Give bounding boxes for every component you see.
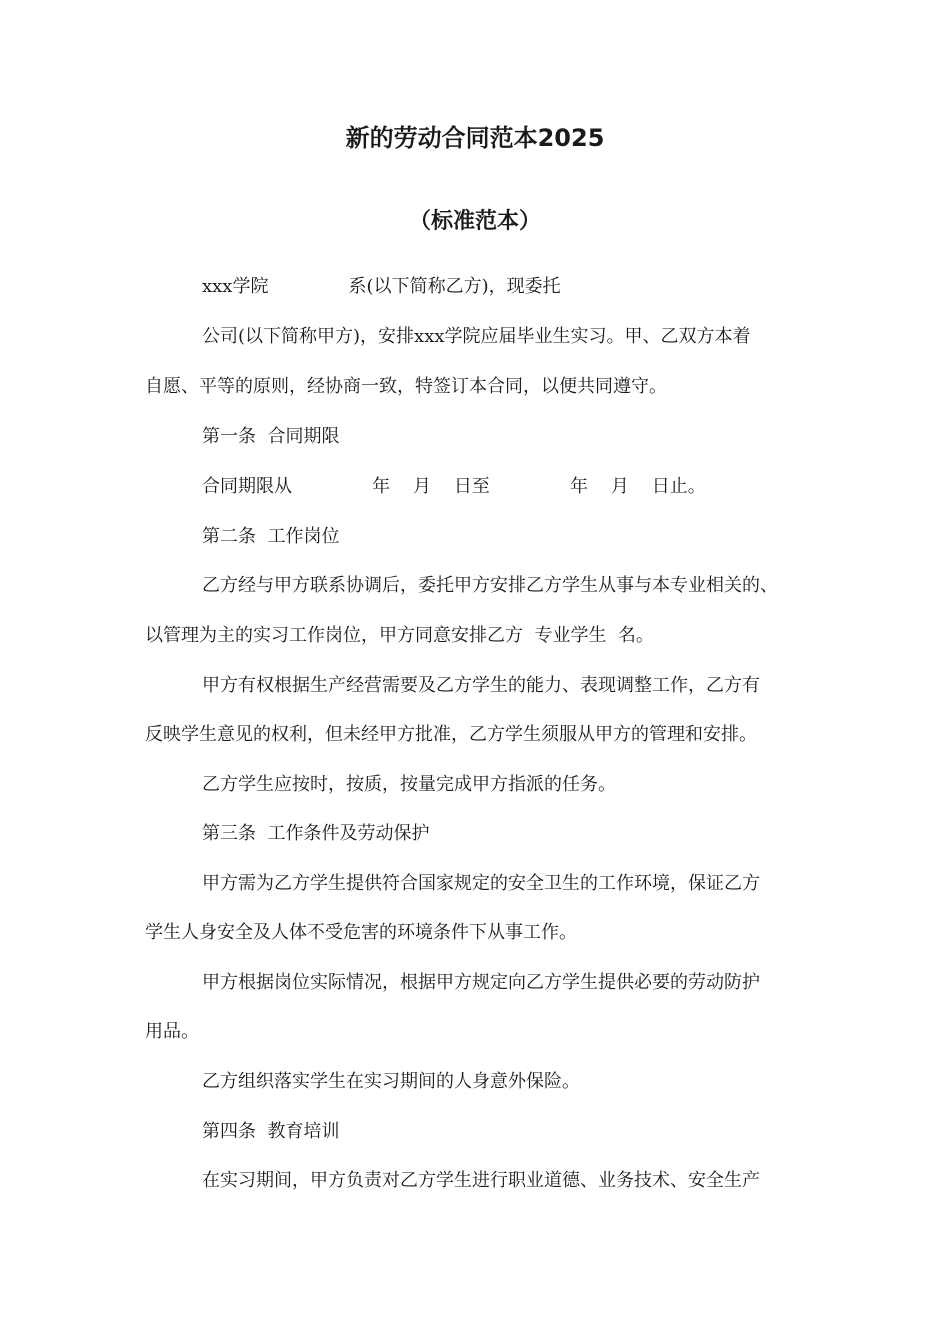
document-title: 新的劳动合同范本2025 (345, 124, 605, 152)
article-heading: 第四条 教育培训 (202, 1121, 340, 1142)
paragraph-line: 学生人身安全及人体不受危害的环境条件下从事工作。 (145, 922, 577, 943)
paragraph-line: 乙方学生应按时，按质，按量完成甲方指派的任务。 (202, 774, 616, 795)
paragraph-line: 反映学生意见的权利，但未经甲方批准，乙方学生须服从甲方的管理和安排。 (145, 724, 757, 745)
article-heading: 第三条 工作条件及劳动保护 (202, 823, 430, 844)
paragraph-line: 以管理为主的实习工作岗位，甲方同意安排乙方 专业学生 名。 (145, 625, 654, 646)
paragraph-line: 自愿、平等的原则，经协商一致，特签订本合同，以便共同遵守。 (145, 376, 667, 397)
paragraph-line: xxx学院 系(以下简称乙方)，现委托 (202, 276, 561, 297)
paragraph-line: 甲方有权根据生产经营需要及乙方学生的能力、表现调整工作，乙方有 (202, 675, 760, 696)
paragraph-line: 在实习期间，甲方负责对乙方学生进行职业道德、业务技术、安全生产 (202, 1170, 760, 1191)
document-subtitle: （标准范本） (408, 209, 541, 234)
paragraph-line: 公司(以下简称甲方)，安排xxx学院应届毕业生实习。甲、乙双方本着 (202, 326, 751, 347)
paragraph-line: 甲方需为乙方学生提供符合国家规定的安全卫生的工作环境，保证乙方 (202, 873, 760, 894)
paragraph-line: 乙方经与甲方联系协调后，委托甲方安排乙方学生从事与本专业相关的、 (202, 575, 778, 596)
article-heading: 第二条 工作岗位 (202, 526, 340, 547)
article-heading: 第一条 合同期限 (202, 426, 340, 447)
paragraph-line: 合同期限从 年 月 日至 年 月 日止。 (202, 476, 706, 497)
paragraph-line: 乙方组织落实学生在实习期间的人身意外保险。 (202, 1071, 580, 1092)
paragraph-line: 用品。 (145, 1021, 199, 1042)
paragraph-line: 甲方根据岗位实际情况，根据甲方规定向乙方学生提供必要的劳动防护 (202, 972, 760, 993)
